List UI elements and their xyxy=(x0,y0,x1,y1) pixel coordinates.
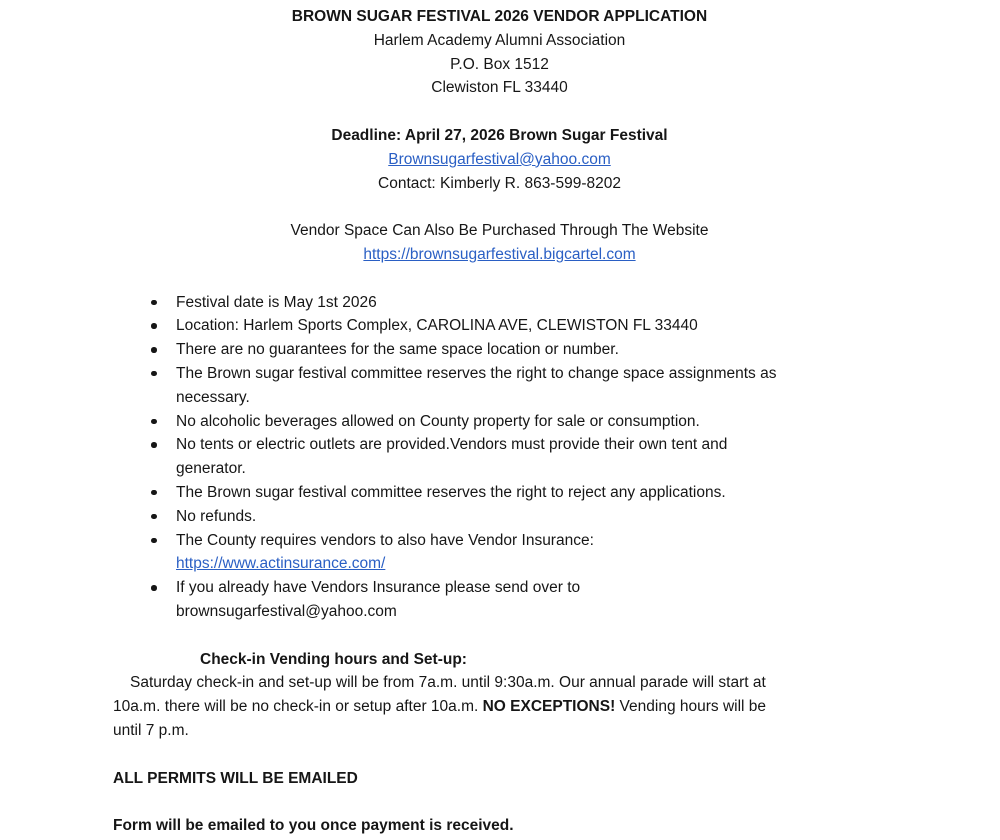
checkin-text: Vending hours will be xyxy=(615,698,767,716)
list-item xyxy=(113,433,886,481)
list-item xyxy=(113,291,886,315)
list-item xyxy=(113,481,886,505)
city-line: Clewiston FL 33440 xyxy=(431,79,568,97)
spacer xyxy=(113,790,886,814)
email-link-line xyxy=(113,148,886,172)
list-item xyxy=(113,338,886,362)
list-item xyxy=(113,314,886,338)
website-link-line xyxy=(113,243,886,267)
list-item xyxy=(113,505,886,529)
list-item xyxy=(113,410,886,434)
spacer xyxy=(113,195,886,219)
contact-line: Contact: Kimberly R. 863-599-8202 xyxy=(378,174,621,192)
list-item xyxy=(113,529,886,577)
rule-text: Festival date is May 1st 2026 xyxy=(176,293,377,311)
bigcartel-website-link[interactable]: https://brownsugarfestival.bigcartel.com xyxy=(363,245,636,263)
form-note: Form will be emailed to you once payment is received. xyxy=(113,817,514,835)
checkin-text: 10a.m. there will be no check-in or setup after 10a.m. xyxy=(113,698,483,716)
spacer xyxy=(113,624,886,648)
rule-text: No refunds. xyxy=(176,507,257,525)
spacer xyxy=(113,100,886,124)
list-item xyxy=(113,576,886,624)
website-note-line: Vendor Space Can Also Be Purchased Through The Website xyxy=(290,222,709,240)
rule-text: There are no guarantees for the same space location or number. xyxy=(176,341,619,359)
deadline-line: Deadline: April 27, 2026 Brown Sugar Festival xyxy=(331,126,668,144)
checkin-text: Saturday check-in and set-up will be from 7a.m. until 9:30a.m. Our annual parade will start at xyxy=(130,674,766,692)
document-title: BROWN SUGAR FESTIVAL 2026 VENDOR APPLICATION xyxy=(291,8,708,25)
rule-text: No alcoholic beverages allowed on County property for sale or consumption. xyxy=(176,412,700,430)
checkin-heading: Check-in Vending hours and Set-up: xyxy=(200,650,467,668)
rule-text: The Brown sugar festival committee reserves the right to change space assignments as xyxy=(176,364,777,382)
rule-text: No tents or electric outlets are provided.Vendors must provide their own tent and xyxy=(176,436,728,454)
organization-name: Harlem Academy Alumni Association xyxy=(373,31,626,49)
rule-text: brownsugarfestival@yahoo.com xyxy=(176,602,397,620)
rule-text: generator. xyxy=(176,460,246,478)
checkin-emphasis: NO EXCEPTIONS! xyxy=(482,698,616,716)
spacer xyxy=(113,743,886,767)
po-box-line: P.O. Box 1512 xyxy=(450,55,549,73)
rule-text: The County requires vendors to also have Vendor Insurance: xyxy=(176,531,594,549)
spacer xyxy=(113,267,886,291)
checkin-paragraph xyxy=(113,671,886,742)
rules-list xyxy=(113,291,886,624)
rule-link[interactable]: https://www.actinsurance.com/ xyxy=(176,555,386,573)
checkin-line xyxy=(113,695,886,719)
rule-text: necessary. xyxy=(176,388,250,406)
rule-text: If you already have Vendors Insurance please send over to xyxy=(176,579,581,597)
festival-email-link[interactable]: Brownsugarfestival@yahoo.com xyxy=(388,150,611,168)
checkin-line xyxy=(113,719,886,743)
rule-text: The Brown sugar festival committee reserves the right to reject any applications. xyxy=(176,483,726,501)
checkin-text: until 7 p.m. xyxy=(113,721,189,739)
permits-note: ALL PERMITS WILL BE EMAILED xyxy=(113,769,358,787)
list-item xyxy=(113,362,886,410)
document-page xyxy=(113,5,886,838)
rule-text: Location: Harlem Sports Complex, CAROLINA AVE, CLEWISTON FL 33440 xyxy=(176,317,698,335)
checkin-line xyxy=(113,671,886,695)
